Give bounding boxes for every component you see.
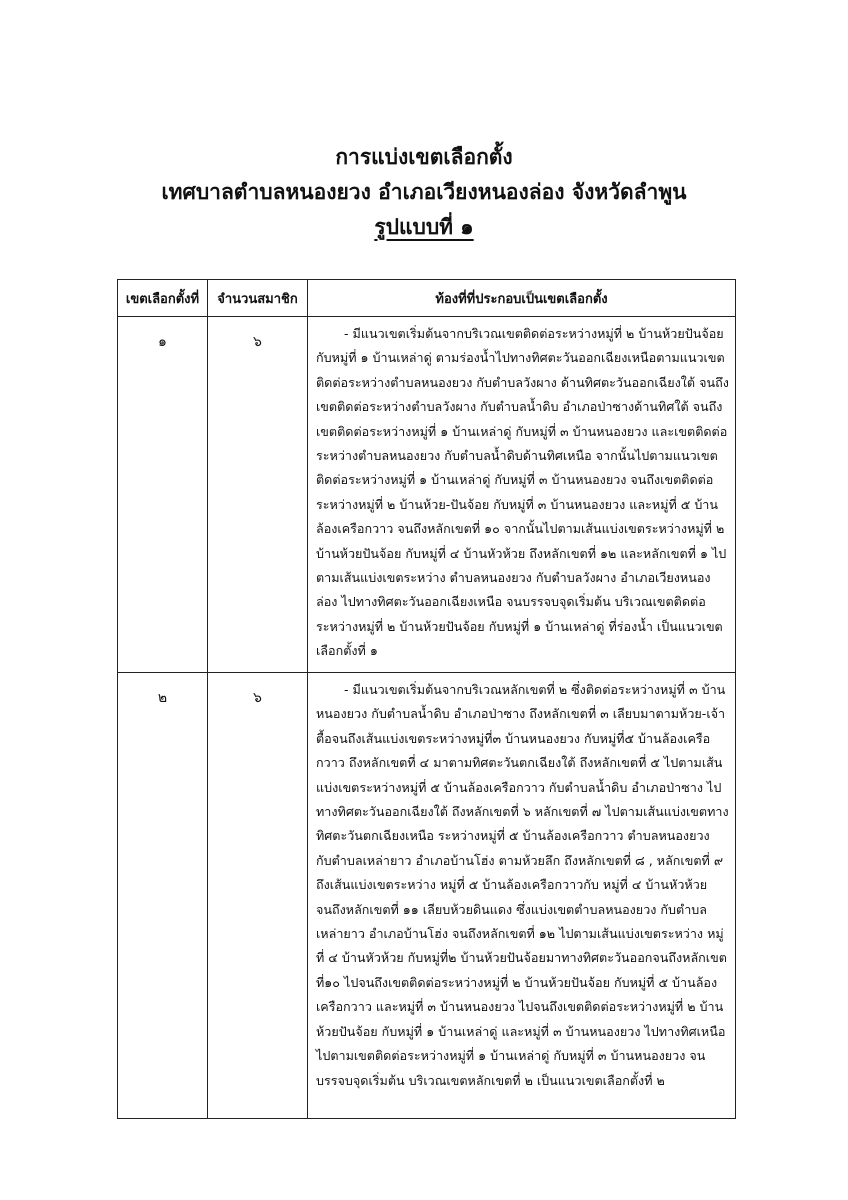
table-row [118,673,736,1119]
table-header-row [118,280,736,317]
document-subtitle: เทศบาลตำบลหนองยวง อำเภอเวียงหนองล่อง จังหวัดลำพูน [161,180,687,204]
format-label: รูปแบบที่ ๑ [374,215,474,239]
district-number: ๒ [118,673,208,1119]
district-description-cell [308,673,736,1119]
districts-table [117,279,736,1119]
header-district: เขตเลือกตั้งที่ [118,280,208,317]
header-area: ท้องที่ที่ประกอบเป็นเขตเลือกตั้ง [308,280,736,317]
district-number: ๑ [118,317,208,673]
document-header [0,140,848,245]
member-count: ๖ [208,317,308,673]
member-count: ๖ [208,673,308,1119]
district-description-cell [308,317,736,673]
header-members: จำนวนสมาชิก [208,280,308,317]
district-description: - มีแนวเขตเริ่มต้นจากบริเวณหลักเขตที่ ๒ ซึ่งติดต่อระหว่างหมู่ที่ ๓ บ้านหนองยวง กับตำบลน้ำดิบ อำเภอป่าซาง ถึงหลักเขตที่ ๓ เลียบมาตามห้วย-เจ้าตื้อจนถึงเส้นแบ่งเขตระหว่างหมู่ที่๓ บ้านหนองยวง กับหมู่ที่๕ บ้านล้องเครือกวาว ถึงหลักเขตที่ ๔ มาตามทิศตะวันตกเฉียงใต้ ถึงหลักเขตที่ ๕ ไปตามเส้นแบ่งเขตระหว่างหมู่ที่ ๕ บ้านล้องเครือกวาว กับตำบลน้ำดิบ อำเภอป่าซาง ไปทางทิศตะวันออกเฉียงใต้ ถึงหลักเขตที่ ๖ หลักเขตที่ ๗ ไปตามเส้นแบ่งเขตทางทิศตะวันตกเฉียงเหนือ ระหว่างหมู่ที่ ๕ บ้านล้องเครือกวาว ตำบลหนองยวง กับตำบลเหล่ายาว อำเภอบ้านโฮ่ง ตามห้วยลึก ถึงหลักเขตที่ ๘ , หลักเขตที่ ๙ ถึงเส้นแบ่งเขตระหว่าง หมู่ที่ ๕ บ้านล้องเครือกวาวกับ หมู่ที่ ๔ บ้านหัวห้วย จนถึงหลักเขตที่ ๑๑ เลียบห้วยดินแดง ซึ่งแบ่งเขตตำบลหนองยวง กับตำบลเหล่ายาว อำเภอบ้านโฮ่ง จนถึงหลักเขตที่ ๑๒ ไปตามเส้นแบ่งเขตระหว่าง หมู่ที่ ๔ บ้านหัวห้วย กับหมู่ที่๒ บ้านห้วยปันจ้อยมาทางทิศตะวันออกจนถึงหลักเขตที่๑๐ ไปจนถึงเขตติดต่อระหว่างหมู่ที่ ๒ บ้านห้วยปันจ้อย กับหมู่ที่ ๕ บ้านล้องเครือกวาว และหมู่ที่ ๓ บ้านหนองยวง ไปจนถึงเขตติดต่อระหว่างหมู่ที่ ๒ บ้านห้วยปันจ้อย กับหมู่ที่ ๑ บ้านเหล่าดู่ และหมู่ที่ ๓ บ้านหนองยวง ไปทางทิศเหนือ ไปตามเขตติดต่อระหว่างหมู่ที่ ๑ บ้านเหล่าดู่ กับหมู่ที่ ๓ บ้านหนองยวง จนบรรจบจุดเริ่มต้น บริเวณเขตหลักเขตที่ ๒ เป็นแนวเขตเลือกตั้งที่ ๒ [316,682,729,1088]
document-title: การแบ่งเขตเลือกตั้ง [335,145,513,169]
table-row [118,317,736,673]
district-description: - มีแนวเขตเริ่มต้นจากบริเวณเขตติดต่อระหว่างหมู่ที่ ๒ บ้านห้วยปันจ้อย กับหมู่ที่ ๑ บ้านเหล่าดู่ ตามร่องน้ำไปทางทิศตะวันออกเฉียงเหนือตามแนวเขตติดต่อระหว่างตำบลหนองยวง กับตำบลวังผาง ด้านทิศตะวันออกเฉียงใต้ จนถึงเขตติดต่อระหว่างตำบลวังผาง กับตำบลน้ำดิบ อำเภอป่าซางด้านทิศใต้ จนถึงเขตติดต่อระหว่างหมู่ที่ ๑ บ้านเหล่าดู่ กับหมู่ที่ ๓ บ้านหนองยวง และเขตติดต่อระหว่างตำบลหนองยวง กับตำบลน้ำดิบด้านทิศเหนือ จากนั้นไปตามแนวเขตติดต่อระหว่างหมู่ที่ ๑ บ้านเหล่าดู่ กับหมู่ที่ ๓ บ้านหนองยวง จนถึงเขตติดต่อระหว่างหมู่ที่ ๒ บ้านห้วย-ปันจ้อย กับหมู่ที่ ๓ บ้านหนองยวง และหมู่ที่ ๕ บ้านล้องเครือกวาว จนถึงหลักเขตที่ ๑๐ จากนั้นไปตามเส้นแบ่งเขตระหว่างหมู่ที่ ๒ บ้านห้วยปันจ้อย กับหมู่ที่ ๔ บ้านหัวห้วย ถึงหลักเขตที่ ๑๒ และหลักเขตที่ ๑ ไปตามเส้นแบ่งเขตระหว่าง ตำบลหนองยวง กับตำบลวังผาง อำเภอเวียงหนองล่อง ไปทางทิศตะวันออกเฉียงเหนือ จนบรรจบจุดเริ่มต้น บริเวณเขตติดต่อระหว่างหมู่ที่ ๒ บ้านห้วยปันจ้อย กับหมู่ที่ ๑ บ้านเหล่าดู่ ที่ร่องน้ำ เป็นแนวเขตเลือกตั้งที่ ๑ [316,326,729,659]
